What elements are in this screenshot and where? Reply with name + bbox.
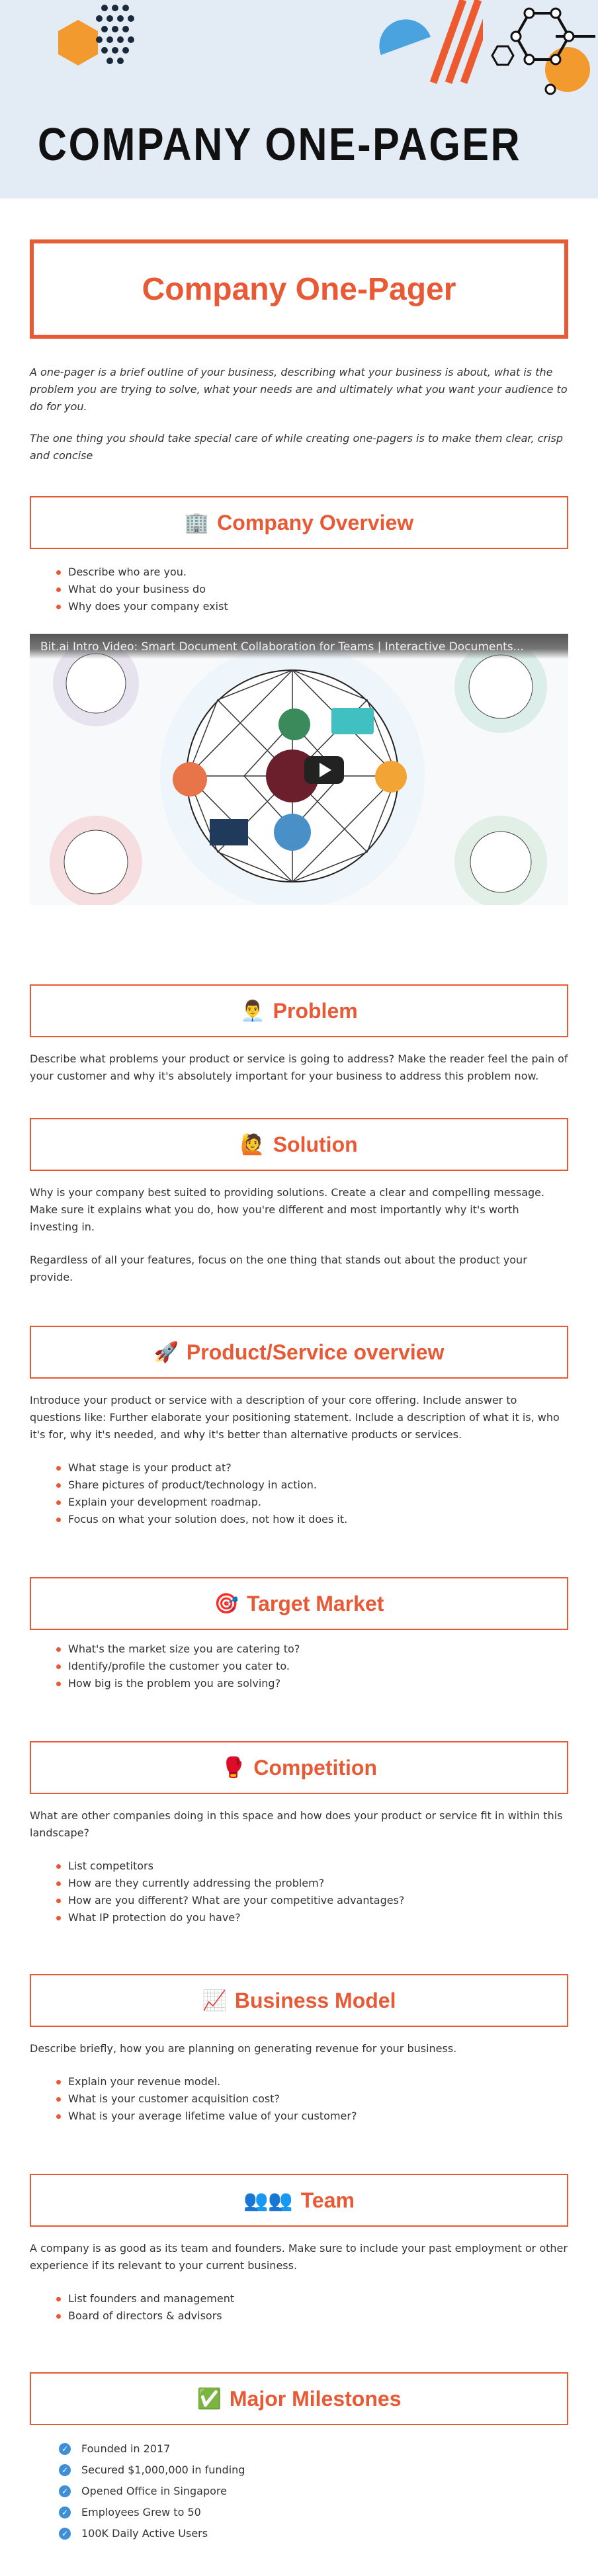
section-title: Product/Service overview bbox=[186, 1340, 445, 1364]
list-item bbox=[61, 2438, 568, 2460]
milestone-text: Opened Office in Singapore bbox=[81, 2485, 227, 2497]
list-item bbox=[61, 2523, 568, 2544]
milestone-text: Secured $1,000,000 in funding bbox=[81, 2464, 245, 2476]
team-text bbox=[30, 2240, 568, 2274]
raising-hand-icon: 🙋 bbox=[240, 1133, 265, 1156]
office-building-icon: 🏢 bbox=[184, 511, 210, 535]
section-title: Company Overview bbox=[217, 510, 414, 535]
list-item bbox=[61, 2460, 568, 2481]
milestones-heading bbox=[30, 2372, 568, 2425]
target-icon: 🎯 bbox=[214, 1592, 239, 1615]
target-market-heading bbox=[30, 1577, 568, 1630]
competition-text bbox=[30, 1807, 568, 1842]
section-title: Team bbox=[300, 2188, 355, 2212]
milestones-list bbox=[30, 2438, 568, 2544]
check-circle-icon: ✓ bbox=[59, 2485, 71, 2497]
list-item: Why does your company exist bbox=[68, 598, 568, 615]
list-item: Identify/profile the customer you cater to. bbox=[68, 1658, 568, 1675]
product-text bbox=[30, 1392, 568, 1443]
list-item: Explain your development roadmap. bbox=[68, 1494, 568, 1511]
header-title: COMPANY ONE-PAGER bbox=[38, 118, 522, 170]
list-item: How big is the problem you are solving? bbox=[68, 1675, 568, 1692]
play-button[interactable] bbox=[304, 756, 344, 784]
network-hexagon-decoration bbox=[490, 0, 598, 99]
solution-text bbox=[30, 1184, 568, 1286]
problem-text bbox=[30, 1051, 568, 1085]
list-item: What IP protection do you have? bbox=[68, 1909, 568, 1926]
list-item: Share pictures of product/technology in action. bbox=[68, 1477, 568, 1494]
section-title: Business Model bbox=[234, 1988, 396, 2012]
competition-heading bbox=[30, 1741, 568, 1794]
competition-bullets bbox=[30, 1858, 568, 1926]
check-circle-icon: ✓ bbox=[59, 2443, 71, 2455]
paragraph: Introduce your product or service with a description of your core offering. Include answer to questions like: Further elaborate your positioning statement. Include a description of what it is, who it's for, why it's needed, and why it's better than alternative products or services. bbox=[30, 1394, 560, 1441]
check-circle-icon: ✓ bbox=[59, 2528, 71, 2540]
paragraph: Describe what problems your product or service is going to address? Make the reader feel the pain of your customer and why it's absolutely important for your business to address this problem now. bbox=[30, 1052, 568, 1082]
list-item: What do your business do bbox=[68, 581, 568, 598]
intro-text bbox=[30, 364, 568, 464]
people-icon: 👥👥 bbox=[243, 2188, 293, 2212]
list-item: How are they currently addressing the problem? bbox=[68, 1875, 568, 1892]
problem-heading bbox=[30, 984, 568, 1037]
list-item: Focus on what your solution does, not how it does it. bbox=[68, 1511, 568, 1528]
list-item: What is your customer acquisition cost? bbox=[68, 2090, 568, 2108]
overview-bullets bbox=[30, 564, 568, 615]
section-title: Target Market bbox=[246, 1591, 384, 1615]
business-text bbox=[30, 2040, 568, 2057]
milestone-text: Founded in 2017 bbox=[81, 2442, 171, 2455]
product-heading bbox=[30, 1326, 568, 1379]
solution-heading bbox=[30, 1118, 568, 1171]
product-bullets bbox=[30, 1459, 568, 1528]
paragraph: What are other companies doing in this space and how does your product or service fit in within this landscape? bbox=[30, 1809, 563, 1839]
list-item: What's the market size you are catering to? bbox=[68, 1641, 568, 1658]
video-thumbnail-network-graphic bbox=[30, 634, 568, 905]
hexagon-dots-decoration bbox=[46, 0, 139, 93]
list-item bbox=[61, 2502, 568, 2523]
intro-paragraph-2: The one thing you should take special care of while creating one-pagers is to make them clear, crisp and concise bbox=[30, 432, 564, 462]
list-item: How are you different? What are your competitive advantages? bbox=[68, 1892, 568, 1909]
paragraph: Regardless of all your features, focus on the one thing that stands out about the product your provide. bbox=[30, 1254, 527, 1283]
market-bullets bbox=[30, 1641, 568, 1692]
video-title-bar bbox=[30, 634, 568, 659]
video-title: Bit.ai Intro Video: Smart Document Collaboration for Teams | Interactive Documents... bbox=[40, 640, 524, 654]
team-bullets bbox=[30, 2290, 568, 2325]
list-item: List competitors bbox=[68, 1858, 568, 1875]
section-title: Competition bbox=[253, 1755, 377, 1780]
list-item: What stage is your product at? bbox=[68, 1459, 568, 1477]
list-item: Explain your revenue model. bbox=[68, 2073, 568, 2090]
page-body bbox=[0, 239, 598, 2544]
milestone-text: 100K Daily Active Users bbox=[81, 2527, 208, 2540]
business-bullets bbox=[30, 2073, 568, 2125]
company-overview-heading bbox=[30, 496, 568, 549]
intro-paragraph-1: A one-pager is a brief outline of your business, describing what your business is about, what is the problem you are trying to solve, what your needs are and ultimately what you want your audience to do for you. bbox=[30, 366, 568, 413]
businessman-icon: 👨‍💼 bbox=[240, 999, 265, 1023]
business-model-heading bbox=[30, 1974, 568, 2027]
embedded-video[interactable] bbox=[30, 634, 568, 905]
check-mark-icon: ✅ bbox=[196, 2387, 222, 2411]
paragraph: Why is your company best suited to providing solutions. Create a clear and compelling message. Make sure it explains what you do, how you're different and most importantly why it's worth investing in. bbox=[30, 1186, 545, 1233]
check-circle-icon: ✓ bbox=[59, 2464, 71, 2476]
team-heading bbox=[30, 2174, 568, 2227]
chart-increasing-icon: 📈 bbox=[202, 1989, 227, 2012]
list-item: List founders and management bbox=[68, 2290, 568, 2307]
boxing-glove-icon: 🥊 bbox=[221, 1756, 246, 1780]
rocket-icon: 🚀 bbox=[153, 1340, 179, 1364]
list-item: Board of directors & advisors bbox=[68, 2307, 568, 2325]
section-title: Problem bbox=[273, 998, 358, 1023]
paragraph: Describe briefly, how you are planning on generating revenue for your business. bbox=[30, 2042, 457, 2055]
check-circle-icon: ✓ bbox=[59, 2507, 71, 2518]
list-item: Describe who are you. bbox=[68, 564, 568, 581]
milestone-text: Employees Grew to 50 bbox=[81, 2506, 201, 2518]
header-banner bbox=[0, 0, 598, 198]
stripes-decoration bbox=[370, 0, 483, 86]
list-item: What is your average lifetime value of your customer? bbox=[68, 2108, 568, 2125]
page-title: Company One-Pager bbox=[142, 271, 456, 307]
section-title: Major Milestones bbox=[229, 2386, 402, 2411]
title-box bbox=[30, 239, 568, 339]
section-title: Solution bbox=[273, 1132, 358, 1156]
list-item bbox=[61, 2481, 568, 2502]
paragraph: A company is as good as its team and founders. Make sure to include your past employment or other experience if its relevant to your current business. bbox=[30, 2242, 568, 2272]
